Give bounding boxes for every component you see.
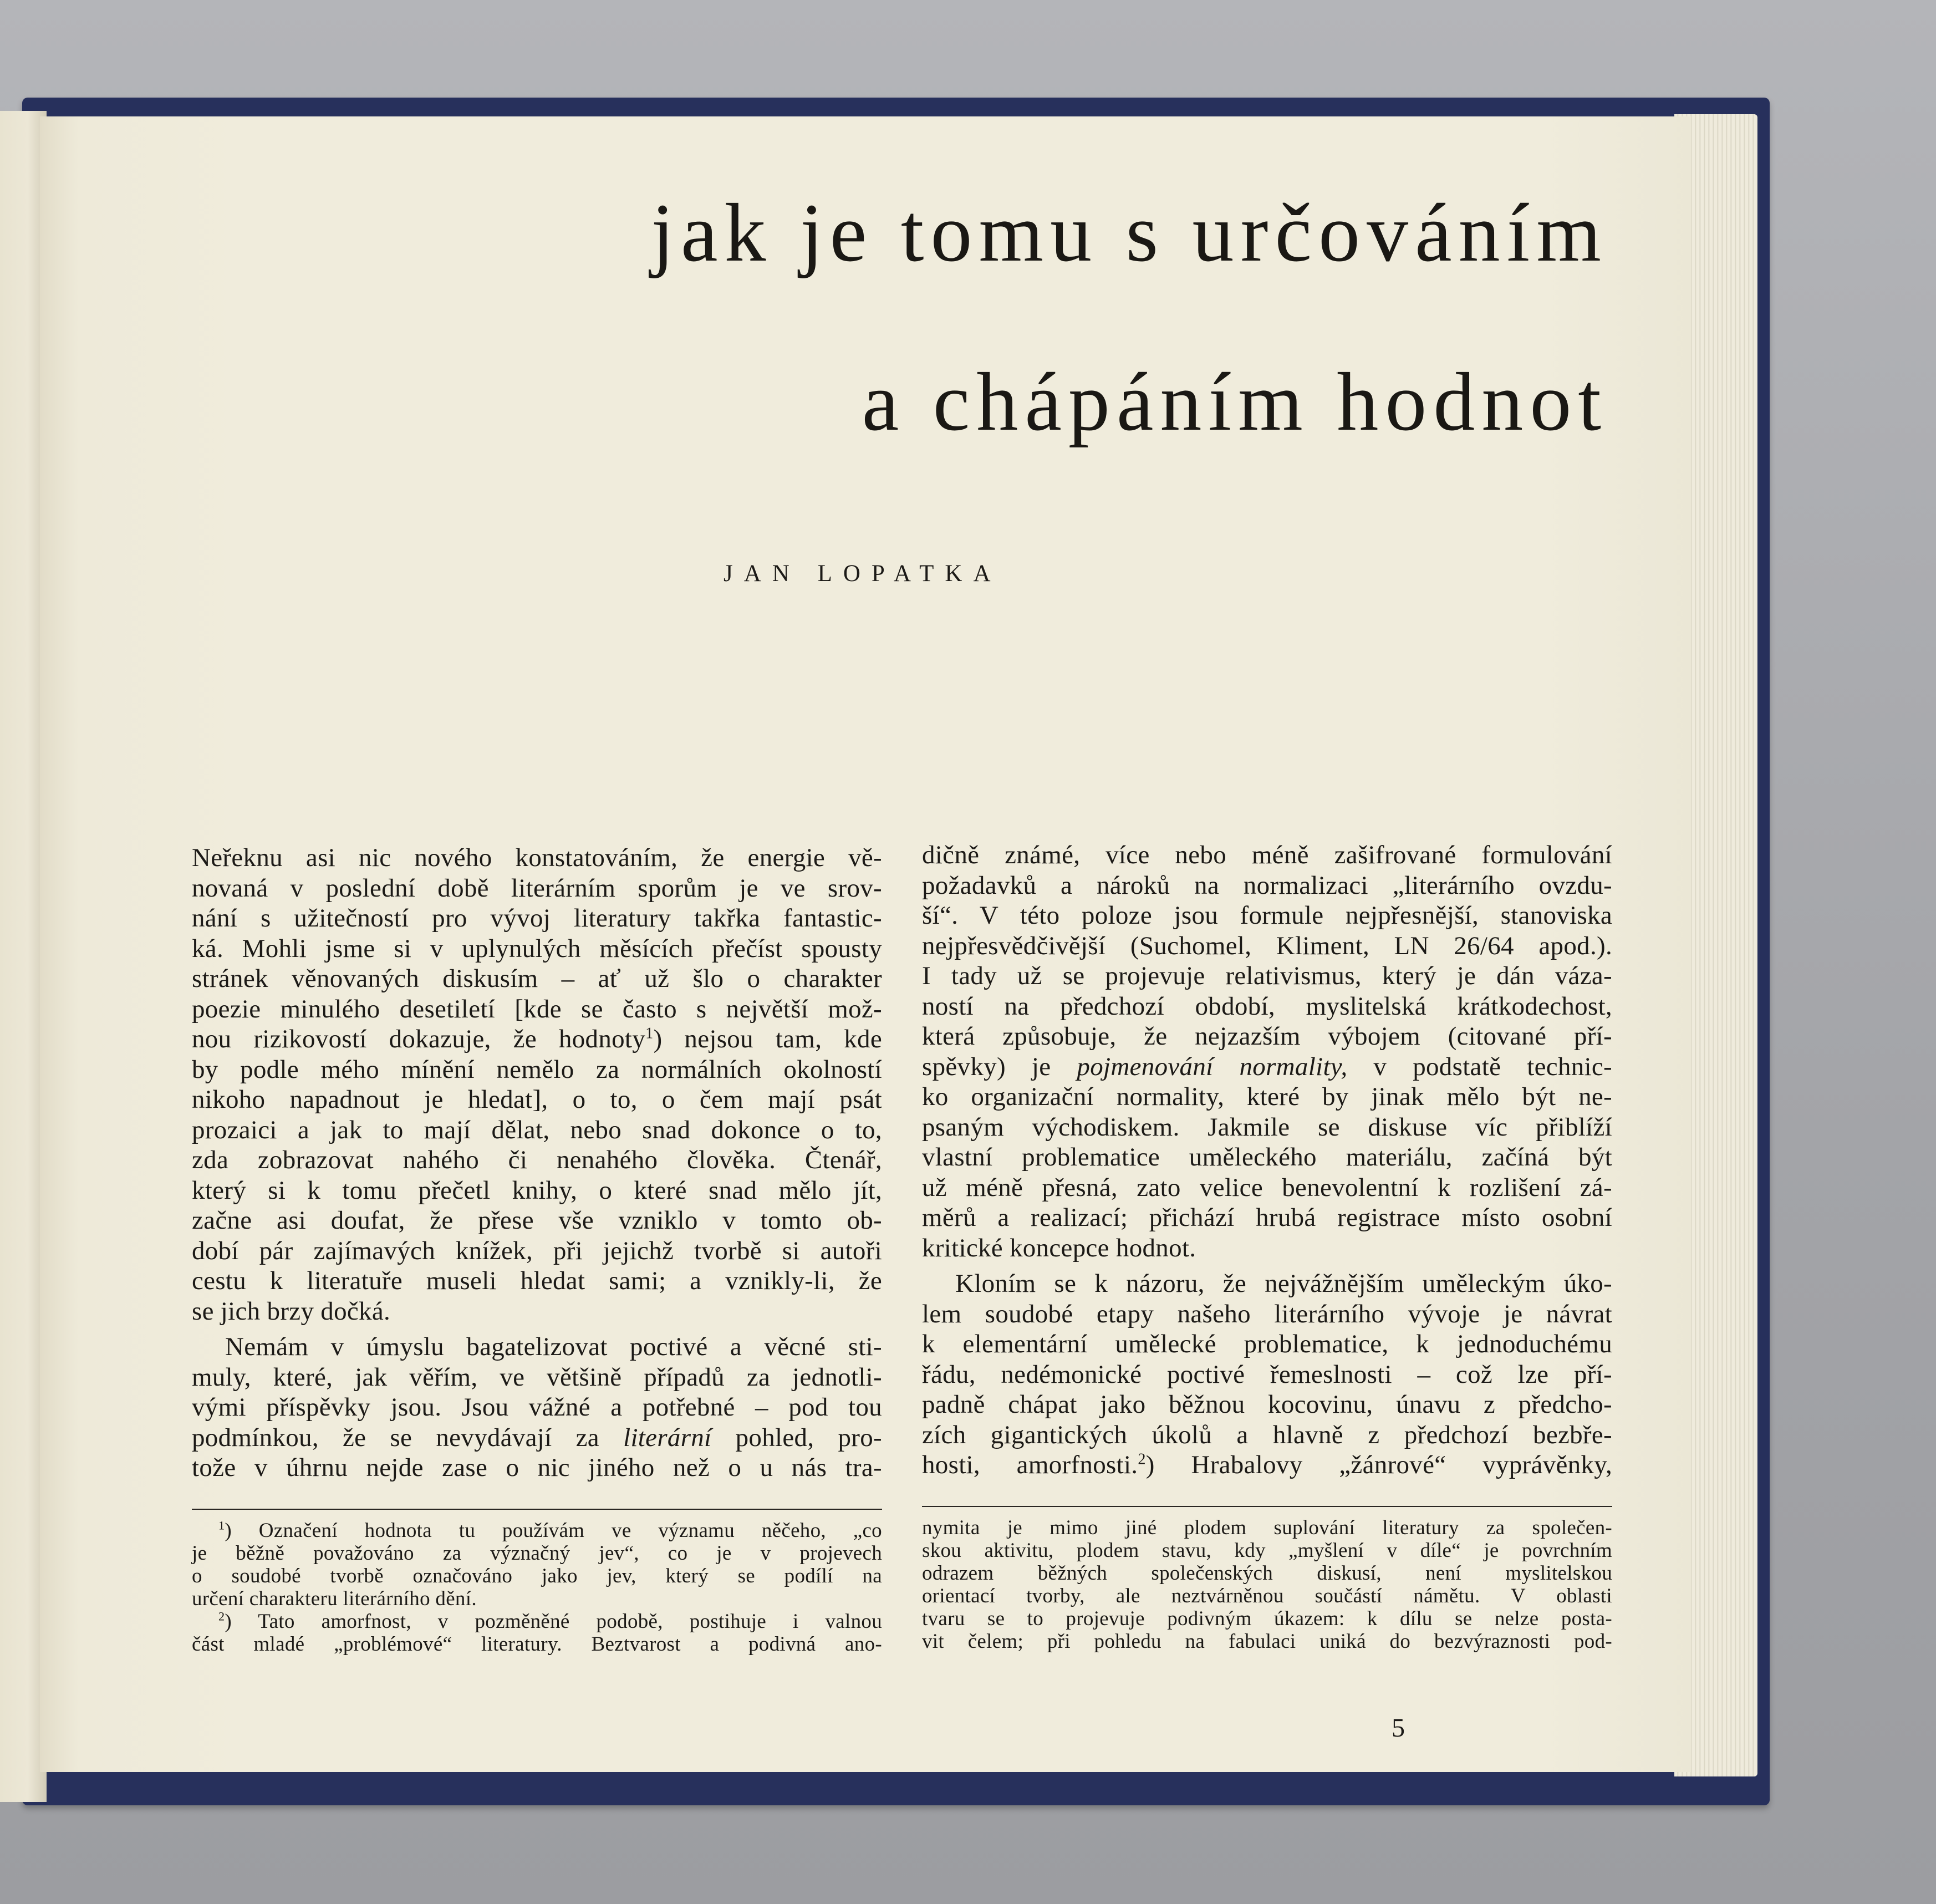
text-line: ší“. V této poloze jsou formule nejpřesnější, stanoviska <box>922 901 1612 930</box>
book-page <box>40 116 1691 1772</box>
text-line: I tady už se projevuje relativismus, který je dán váza- <box>922 961 1612 990</box>
text-line: řádu, nedémonické poctivé řemeslnosti – což lze pří- <box>922 1360 1612 1389</box>
footnote-divider-right <box>922 1506 1612 1507</box>
text-segment: hosti, amorfnosti. <box>922 1450 1138 1479</box>
text-line: který si k tomu přečetl knihy, o které snad mělo jít, <box>192 1175 882 1205</box>
text-line: dičně známé, více nebo méně zašifrované formulování <box>922 841 1612 869</box>
text-line: padně chápat jako běžnou kocovinu, únavu z předcho- <box>922 1390 1612 1419</box>
text-line: zda zobrazovat nahého či nenahého člověka. Čtenář, <box>192 1146 882 1174</box>
text-line: měrů a realizací; přichází hrubá registrace místo osobní <box>922 1203 1612 1232</box>
text-column-left <box>192 843 882 1483</box>
text-segment: spěvky) je <box>922 1052 1077 1081</box>
text-line <box>192 1423 882 1453</box>
paragraph <box>192 843 882 1326</box>
text-line: Neřeknu asi nic nového konstatováním, že energie vě- <box>192 843 882 872</box>
text-line: poezie minulého desetiletí [kde se často s největší mož- <box>192 994 882 1024</box>
text-line: ností na předchozí období, myslitelská krátkodechost, <box>922 991 1612 1021</box>
text-segment: ) Označení hodnota tu používám ve významu něčeho, „co <box>225 1519 882 1542</box>
text-segment: nou rizikovostí dokazuje, že hodnoty <box>192 1025 646 1053</box>
text-line: tože v úhrnu nejde zase o nic jiného než o u nás tra- <box>192 1453 882 1482</box>
footnote-divider-left <box>192 1509 882 1510</box>
text-column-right <box>922 840 1612 1480</box>
footnote-1-line: o soudobé tvorbě označováno jako jev, který se podílí na <box>192 1565 882 1587</box>
footnote-line: vit čelem; při pohledu na fabulaci uniká do bezvýraznosti pod- <box>922 1630 1612 1653</box>
text-line <box>192 1024 882 1055</box>
text-line: nikoho napadnout je hledat], o to, o čem mají psát <box>192 1085 882 1114</box>
footnotes-left <box>192 1519 882 1656</box>
footnote-line: orientací tvorby, ale neztvárněnou součástí námětu. V oblasti <box>922 1585 1612 1607</box>
italic-text: literární <box>623 1423 712 1452</box>
text-line: k elementární umělecké problematice, k jednoduchému <box>922 1330 1612 1358</box>
text-line: požadavků a nároků na normalizaci „literárního ovzdu- <box>922 870 1612 900</box>
text-line: cestu k literatuře museli hledat sami; a vznikly-li, že <box>192 1266 882 1295</box>
text-line: začne asi doufat, že přese vše vzniklo v tomto ob- <box>192 1206 882 1235</box>
text-line: psaným východiskem. Jakmile se diskuse víc přiblíží <box>922 1112 1612 1142</box>
text-line: Nemám v úmyslu bagatelizovat poctivé a věcné sti- <box>225 1332 882 1361</box>
text-line <box>922 1052 1612 1082</box>
text-segment: v podstatě technic- <box>1347 1052 1612 1081</box>
paragraph <box>922 840 1612 1263</box>
footnote-marker: 2 <box>218 1609 225 1623</box>
text-line: ká. Mohli jsme si v uplynulých měsících přečíst spousty <box>192 934 882 963</box>
footnotes-right <box>922 1516 1612 1653</box>
page-number: 5 <box>1392 1713 1405 1743</box>
footnote-line: nymita je mimo jiné plodem suplování literatury za společen- <box>922 1516 1612 1539</box>
text-line: kritické koncepce hodnot. <box>922 1233 1196 1262</box>
text-line: lem soudobé etapy našeho literárního vývoje je návrat <box>922 1299 1612 1328</box>
footnote-reference: 2 <box>1138 1450 1146 1468</box>
text-line: nání s užitečností pro vývoj literatury takřka fantastic- <box>192 904 882 933</box>
text-line: vlastní problematice uměleckého materiálu, začíná být <box>922 1143 1612 1172</box>
footnote-line: tvaru se to projevuje podivným úkazem: k dílu se nelze posta- <box>922 1607 1612 1630</box>
text-line: stránek věnovaných diskusím – ať už šlo o charakter <box>192 964 882 993</box>
text-line: nejpřesvědčivější (Suchomel, Kliment, LN 26/64 apod.). <box>922 931 1612 960</box>
text-line: prozaici a jak to mají dělat, nebo snad dokonce o to, <box>192 1115 882 1144</box>
text-line: se jich brzy dočká. <box>192 1296 391 1326</box>
text-segment: podmínkou, že se nevydávají za <box>192 1423 624 1452</box>
text-line: novaná v poslední době literárním sporům je ve srov- <box>192 873 882 903</box>
footnote-1-line: je běžně považováno za význačný jev“, co je v projevech <box>192 1542 882 1565</box>
paragraph <box>192 1332 882 1483</box>
text-line: vými příspěvky jsou. Jsou vážné a potřebné – pod tou <box>192 1393 882 1422</box>
article-title-line-1: jak je tomu s určováním <box>651 187 1608 279</box>
paragraph <box>922 1269 1612 1480</box>
italic-text: pojmenování normality, <box>1077 1052 1348 1081</box>
text-line: dobí pár zajímavých knížek, při jejichž tvorbě si autoři <box>192 1236 882 1265</box>
text-line: zích gigantických úkolů a hlavně z předchozí bezbře- <box>922 1420 1612 1449</box>
text-segment: ) nejsou tam, kde <box>653 1025 882 1053</box>
footnote-line: odrazem běžných společenských diskusí, není myslitelskou <box>922 1562 1612 1585</box>
text-line: která způsobuje, že nejzazším výbojem (citované pří- <box>922 1022 1612 1051</box>
article-title-line-2: a chápáním hodnot <box>862 356 1608 448</box>
text-line: Kloním se k názoru, že nejvážnějším uměleckým úko- <box>955 1269 1612 1298</box>
text-line <box>922 1450 1612 1480</box>
footnote-line: skou aktivitu, plodem stavu, kdy „myšlení v díle“ je povrchním <box>922 1539 1612 1562</box>
footnote-2-line <box>192 1610 882 1633</box>
footnote-reference: 1 <box>645 1025 654 1042</box>
text-segment: pohled, pro- <box>711 1423 882 1452</box>
footnote-1-line <box>192 1519 882 1542</box>
text-line: by podle mého mínění nemělo za normálních okolností <box>192 1055 882 1084</box>
text-line: muly, které, jak věřím, ve většině případů za jednotli- <box>192 1362 882 1392</box>
footnote-2-line: část mladé „problémové“ literatury. Beztvarost a podivná ano- <box>192 1633 882 1656</box>
footnote-1-line: určení charakteru literárního dění. <box>192 1587 477 1610</box>
footnote-marker: 1 <box>218 1518 225 1533</box>
text-segment: ) Tato amorfnost, v pozměněné podobě, postihuje i valnou <box>225 1610 882 1633</box>
article-author: JAN LOPATKA <box>724 561 1002 587</box>
text-line: ko organizační normality, které by jinak mělo být ne- <box>922 1082 1612 1111</box>
text-segment: ) Hrabalovy „žánrové“ vyprávěnky, <box>1145 1450 1613 1479</box>
text-line: už méně přesná, zato velice benevolentní k rozlišení zá- <box>922 1173 1612 1202</box>
